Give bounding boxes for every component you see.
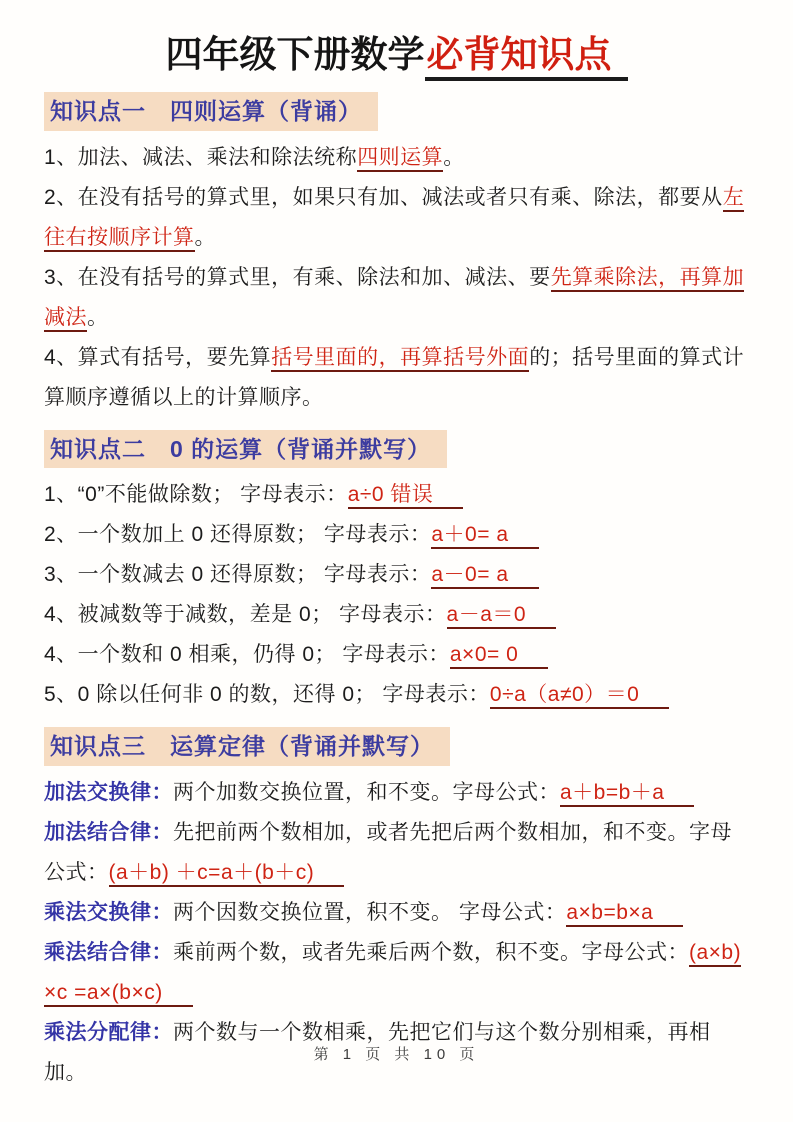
text-run: 2、一个数加上 0 还得原数； 字母表示： [44,523,432,547]
highlight-red-underline: 四则运算 [357,146,443,172]
text-line [44,138,749,178]
text-line [44,813,749,893]
text-run: 。 [194,225,216,249]
knowledge-section [44,715,749,1093]
term-label: 乘法分配律： [44,1021,173,1045]
knowledge-section [44,80,749,418]
highlight-red-underline: 左往右按顺序计算 [44,186,744,252]
document-body [0,78,793,1093]
section-heading: 知识点二 0 的运算（背诵并默写） [44,430,447,469]
text-run: 的；括号里面的算式计算顺序遵循以上的计算顺序。 [44,345,745,409]
text-run: 4、一个数和 0 相乘，仍得 0； 字母表示： [44,643,450,667]
text-run: 1、加法、减法、乘法和除法统称 [44,145,358,169]
text-run: 1、“0”不能做除数； 字母表示： [44,483,348,507]
formula-red-underline: 0÷a（a≠0）＝0 [490,683,669,709]
text-run: 。 [443,145,465,169]
text-run: 先把前两个数相加，或者先把后两个数相加，和不变。字母公式： [44,821,732,885]
text-line [44,475,749,515]
text-line [44,178,749,258]
text-run: 。 [87,305,109,329]
formula-red-underline: a÷0 错误 [348,483,464,509]
text-run: 4、算式有括号，要先算 [44,345,272,369]
formula-red-underline: a×0= 0 [450,643,548,669]
text-run: 5、0 除以任何非 0 的数，还得 0； 字母表示： [44,683,490,707]
term-label: 加法结合律： [44,821,173,845]
term-label: 乘法结合律： [44,941,173,965]
text-line [44,675,749,715]
text-line [44,933,749,1013]
term-label: 加法交换律： [44,781,173,805]
formula-red-underline: a＋b=b＋a [560,781,694,807]
formula-red-underline: a－0= a [431,563,538,589]
text-run: 两个加数交换位置，和不变。字母公式： [173,781,560,805]
text-run: 两个数与一个数相乘，先把它们与这个数分别相乘，再相加。 [44,1021,711,1085]
text-line [44,515,749,555]
text-line [44,258,749,338]
formula-red-underline: a×b=b×a [566,901,683,927]
title-red-underlined-part: 必背知识点 [425,34,628,81]
highlight-red-underline: 先算乘除法，再算加减法 [44,266,744,332]
title-black-part: 四年级下册数学 [165,34,425,75]
formula-red-underline: a＋0= a [431,523,538,549]
term-label: 乘法交换律： [44,901,173,925]
text-run: 3、一个数减去 0 还得原数； 字母表示： [44,563,432,587]
knowledge-section [44,418,749,716]
text-line [44,555,749,595]
formula-red-underline: (a＋b) ＋c=a＋(b＋c) [109,861,345,887]
page-title [0,0,793,78]
text-run: 3、在没有括号的算式里，有乘、除法和加、减法、要 [44,265,551,289]
text-run: 2、在没有括号的算式里，如果只有加、减法或者只有乘、除法，都要从 [44,185,723,209]
highlight-red-underline: 括号里面的，再算括号外面 [271,346,529,372]
text-run: 两个因数交换位置，积不变。 字母公式： [173,901,567,925]
text-line [44,338,749,418]
text-line [44,893,749,933]
formula-red-underline: a－a＝0 [447,603,557,629]
text-line [44,773,749,813]
text-line [44,595,749,635]
section-heading: 知识点一 四则运算（背诵） [44,92,378,131]
text-run: 4、被减数等于减数，差是 0； 字母表示： [44,603,447,627]
section-heading: 知识点三 运算定律（背诵并默写） [44,727,450,766]
text-run: 乘前两个数，或者先乘后两个数，积不变。字母公式： [173,941,689,965]
text-line [44,635,749,675]
formula-red-underline: (a×b) ×c =a×(b×c) [44,941,741,1007]
page-number-footer: 第 1 页 共 10 页 [313,1046,480,1063]
